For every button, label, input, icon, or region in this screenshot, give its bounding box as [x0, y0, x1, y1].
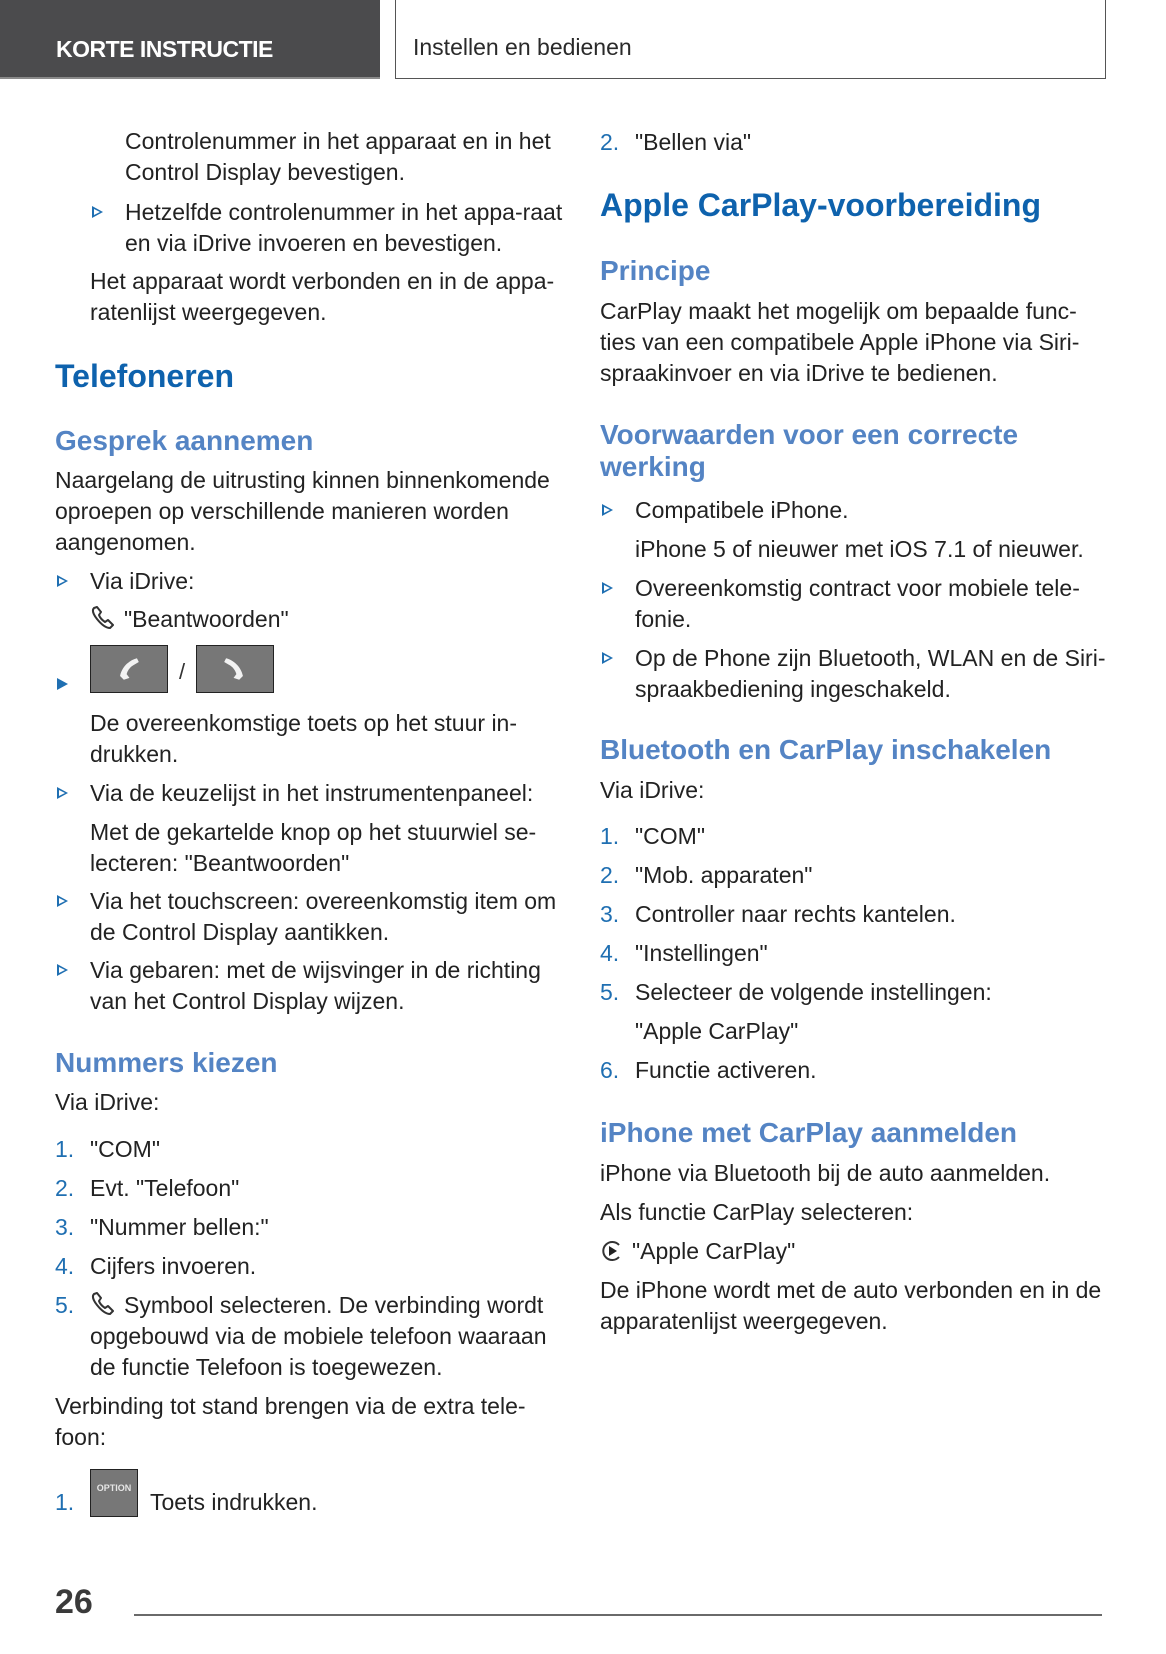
controller-press-icon [600, 1239, 624, 1263]
list-item: Compatibele iPhone. [600, 495, 1110, 526]
list-item: 5. Symbool selecteren. De verbinding wordt opgebouwd via de mobiele telefoon waaraan de functie Telefoon is toegewezen. [55, 1292, 547, 1380]
extra-phone-paragraph: Verbinding tot stand brengen via de extra tele-foon: [55, 1393, 526, 1450]
principe-paragraph: CarPlay maakt het mogelijk om bepaalde func-ties van een compatibele Apple iPhone via Siri-spraakinvoer en via iDrive te bedienen. [600, 298, 1080, 386]
heading-bluetooth: Bluetooth en CarPlay inschakelen [600, 734, 1052, 765]
list-item-sub: "Apple CarPlay" [635, 1018, 799, 1044]
keuzelijst-detail: Met de gekartelde knop op het stuurwiel se-lecteren: "Beantwoorden" [90, 819, 537, 876]
menu-beantwoorden: "Beantwoorden" [90, 604, 565, 635]
list-item-sub: iPhone 5 of nieuwer met iOS 7.1 of nieuwer. [635, 536, 1084, 562]
bullet-triangle-icon [57, 787, 68, 799]
nummers-steps [55, 1134, 565, 1383]
heading-principe: Principe [600, 255, 711, 286]
footer-rule [134, 1614, 1102, 1616]
list-item: 2. "Mob. apparaten" [600, 862, 813, 888]
nummers-via: Via iDrive: [55, 1089, 160, 1115]
heading-nummers-kiezen: Nummers kiezen [55, 1047, 278, 1078]
list-item: 2. "Bellen via" [600, 129, 752, 155]
step-bellen-via [600, 127, 1110, 158]
hangup-call-key [196, 645, 274, 693]
iphone-para-2: Als functie CarPlay selecteren: [600, 1199, 914, 1225]
intro-continuation: Controlenummer in het apparaat en in het Control Display bevestigen. [125, 128, 551, 185]
bullet-triangle-icon [57, 895, 68, 907]
list-item: Hetzelfde controlenummer in het appa-raat en via iDrive invoeren en bevestigen. [90, 197, 565, 259]
bullet-triangle-icon [602, 652, 613, 664]
gesprek-paragraph: Naargelang de uitrusting kinnen binnenkomende oproepen op verschillende manieren worden aangenomen. [55, 467, 550, 555]
heading-gesprek-aannemen: Gesprek aannemen [55, 425, 314, 456]
phone-handset-icon [90, 605, 116, 631]
list-item: 1. "COM" [600, 823, 705, 849]
section-tab [0, 0, 380, 79]
iphone-para-1: iPhone via Bluetooth bij de auto aanmelden. [600, 1160, 1051, 1186]
list-item: Via iDrive: [55, 566, 565, 597]
bluetooth-via: Via iDrive: [600, 777, 705, 803]
iphone-option: "Apple CarPlay" [600, 1236, 1110, 1267]
list-item: Op de Phone zijn Bluetooth, WLAN en de Siri-spraakbediening ingeschakeld. [600, 643, 1110, 705]
list-item: 4. Cijfers invoeren. [55, 1253, 257, 1279]
list-item: Via gebaren: met de wijsvinger in de richting van het Control Display wijzen. [55, 955, 565, 1017]
phone-handset-icon [90, 1291, 116, 1317]
list-item: 1. "COM" [55, 1136, 160, 1162]
list-item: 5. Selecteer de volgende instellingen: [600, 979, 992, 1005]
heading-telefoneren: Telefoneren [55, 358, 234, 394]
bluetooth-steps [600, 821, 1110, 1086]
bullet-triangle-icon [57, 964, 68, 976]
phone-hangup-icon [197, 646, 272, 691]
heading-iphone-carplay: iPhone met CarPlay aanmelden [600, 1117, 1018, 1148]
list-item: Via de keuzelijst in het instrumentenpaneel: [55, 778, 565, 809]
bullet-keuzelijst [55, 778, 565, 809]
list-item: 6. Functie activeren. [600, 1057, 817, 1083]
bullet-via-idrive [55, 566, 565, 597]
list-item: 3. "Nummer bellen:" [55, 1214, 269, 1240]
iphone-para-3: De iPhone wordt met de auto verbonden en in de apparatenlijst weergegeven. [600, 1277, 1102, 1334]
bullet-triangle-icon [602, 582, 613, 594]
list-item: 2. Evt. "Telefoon" [55, 1175, 240, 1201]
heading-apple-carplay: Apple CarPlay-voorbereiding [600, 187, 1041, 223]
bullet-touchscreen [55, 886, 565, 948]
list-item: Overeenkomstig contract voor mobiele tele-fonie. [600, 573, 1110, 635]
bullet-triangle-icon [57, 575, 68, 587]
list-item: Via het touchscreen: overeenkomstig item om de Control Display aantikken. [55, 886, 565, 948]
option-key: OPTION [90, 1469, 138, 1517]
bullet-triangle-icon [602, 504, 613, 516]
list-item: 3. Controller naar rechts kantelen. [600, 901, 956, 927]
section-title: KORTE INSTRUCTIE [56, 36, 273, 62]
toets-description: De overeenkomstige toets op het stuur in-drukken. [90, 710, 518, 767]
bullet-triangle-icon [92, 206, 103, 218]
page-number: 26 [55, 1583, 93, 1621]
accept-call-key [90, 645, 168, 693]
list-item: 4. "Instellingen" [600, 940, 768, 966]
voorwaarden-list [600, 495, 1110, 705]
chapter-box [395, 0, 1106, 79]
bullet-triangle-icon [57, 678, 68, 690]
phone-pickup-icon [91, 646, 166, 691]
intro-bullet [90, 197, 565, 259]
bullet-gebaren [55, 955, 565, 1017]
chapter-title: Instellen en bedienen [413, 34, 632, 60]
intro-result: Het apparaat wordt verbonden en in de appa- ratenlijst weergegeven. [90, 268, 555, 325]
heading-voorwaarden: Voorwaarden voor een correcte werking [600, 419, 1019, 482]
